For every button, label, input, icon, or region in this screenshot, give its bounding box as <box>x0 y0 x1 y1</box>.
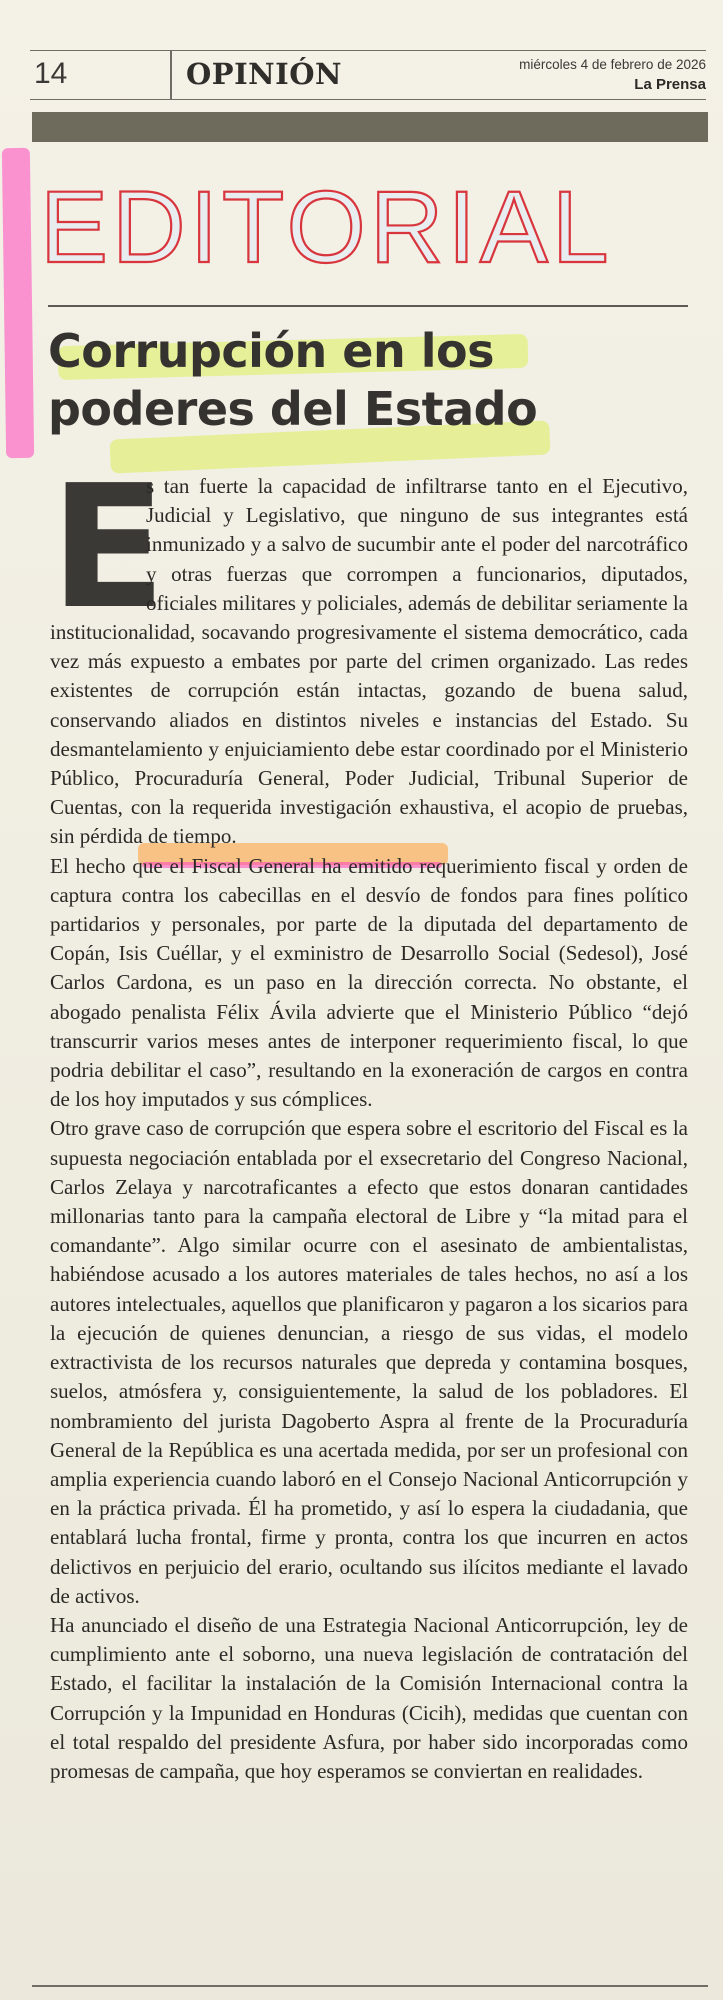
headline-line-2: poderes del Estado <box>48 382 538 436</box>
editorial-label: EDITORIAL <box>40 170 613 284</box>
paragraph-2: El hecho que el Fiscal General ha emitido requerimiento fiscal y orden de captura contra los cabecillas en el desvío de fondos para fines político partidarios y personales, por parte de la diputada del departamento de Copán, Isis Cuéllar, y el exministro de Desarrollo Social (Sedesol), José Carlos Cardona, es un paso en la dirección correcta. No obstante, el abogado penalista Félix Ávila advierte que el Ministerio Público “dejó transcurrir varios meses antes de interponer requerimiento fiscal, lo que podria debilitar el caso”, resultando en la exoneración de cargos en contra de los hoy imputados y sus cómplices. <box>50 853 688 1112</box>
header-band <box>32 112 708 142</box>
footer-rule <box>32 1985 708 1987</box>
section-name: OPINIÓN <box>186 57 342 91</box>
masthead-divider <box>170 51 172 99</box>
editorial-divider <box>48 305 688 307</box>
headline-line-1: Corrupción en los <box>48 324 495 378</box>
article-body <box>50 449 688 1786</box>
newspaper-name: La Prensa <box>634 76 706 93</box>
paragraph-1: s tan fuerte la capacidad de infiltrarse tanto en el Ejecutivo, Judicial y Legislativo, que ninguno de sus integrantes está inmunizado y a salvo de sucumbir ante el poder del narcotráfico y otras fuerzas que corrompen a funcionarios, diputados, oficiales militares y policiales, además de debilitar seriamente la institucionalidad, socavando progresivamente el sistema democrático, cada vez más expuesto a embates por parte del crimen organizado. Las redes existentes de corrupción están intactas, gozando de buena salud, conservando aliados en distintos niveles e instancias del Estado. Su desmantelamiento y enjuiciamiento debe estar coordinado por el Ministerio Público, Procuraduría General, Poder Judicial, Tribunal Superior de Cuentas, con la requerida investigación exhaustiva, el acopio de pruebas, sin pérdida de tiempo. <box>50 474 688 849</box>
pink-highlighter-stroke <box>2 148 34 458</box>
drop-cap: E <box>50 449 167 647</box>
masthead <box>30 50 706 100</box>
publication-date: miércoles 4 de febrero de 2026 <box>519 57 706 72</box>
page-number: 14 <box>34 57 68 90</box>
paragraph-4: Ha anunciado el diseño de una Estrategia Nacional Anticorrupción, ley de cumplimiento ante el soborno, una nueva legislación de contratación del Estado, el facilitar la instalación de la Comisión Internacional contra la Corrupción y la Impunidad en Honduras (Cicih), medidas que cuentan con el total respaldo del presidente Asfura, por haber sido incorporadas como promesas de campaña, que hoy esperamos se conviertan en realidades. <box>50 1612 688 1783</box>
headline <box>48 322 688 438</box>
paragraph-3: Otro grave caso de corrupción que espera sobre el escritorio del Fiscal es la supuesta negociación entablada por el exsecretario del Congreso Nacional, Carlos Zelaya y narcotraficantes a efecto que estos donaran cantidades millonarias tanto para la campaña electoral de Libre y “la mitad para el comandante”. Algo similar ocurre con el asesinato de ambientalistas, habiéndose acusado a los autores materiales de tales hechos, no así a los autores intelectuales, aquellos que planificaron y pagaron a los sicarios para la ejecución de quienes denuncian, a riesgo de sus vidas, el modelo extractivista de los recursos naturales que depreda y contamina bosques, suelos, atmósfera y, consiguientemente, la salud de los pobladores. El nombramiento del jurista Dagoberto Aspra al frente de la Procuraduría General de la República es una acertada medida, por ser un profesional con amplia experiencia cuando laboró en el Consejo Nacional Anticorrupción y en la práctica privada. Él ha prometido, y así lo espera la ciudadania, que entablará lucha frontal, firme y pronta, contra los que incurren en actos delictivos en perjuicio del erario, ocultando sus ilícitos mediante el lavado de activos. <box>50 1116 688 1608</box>
